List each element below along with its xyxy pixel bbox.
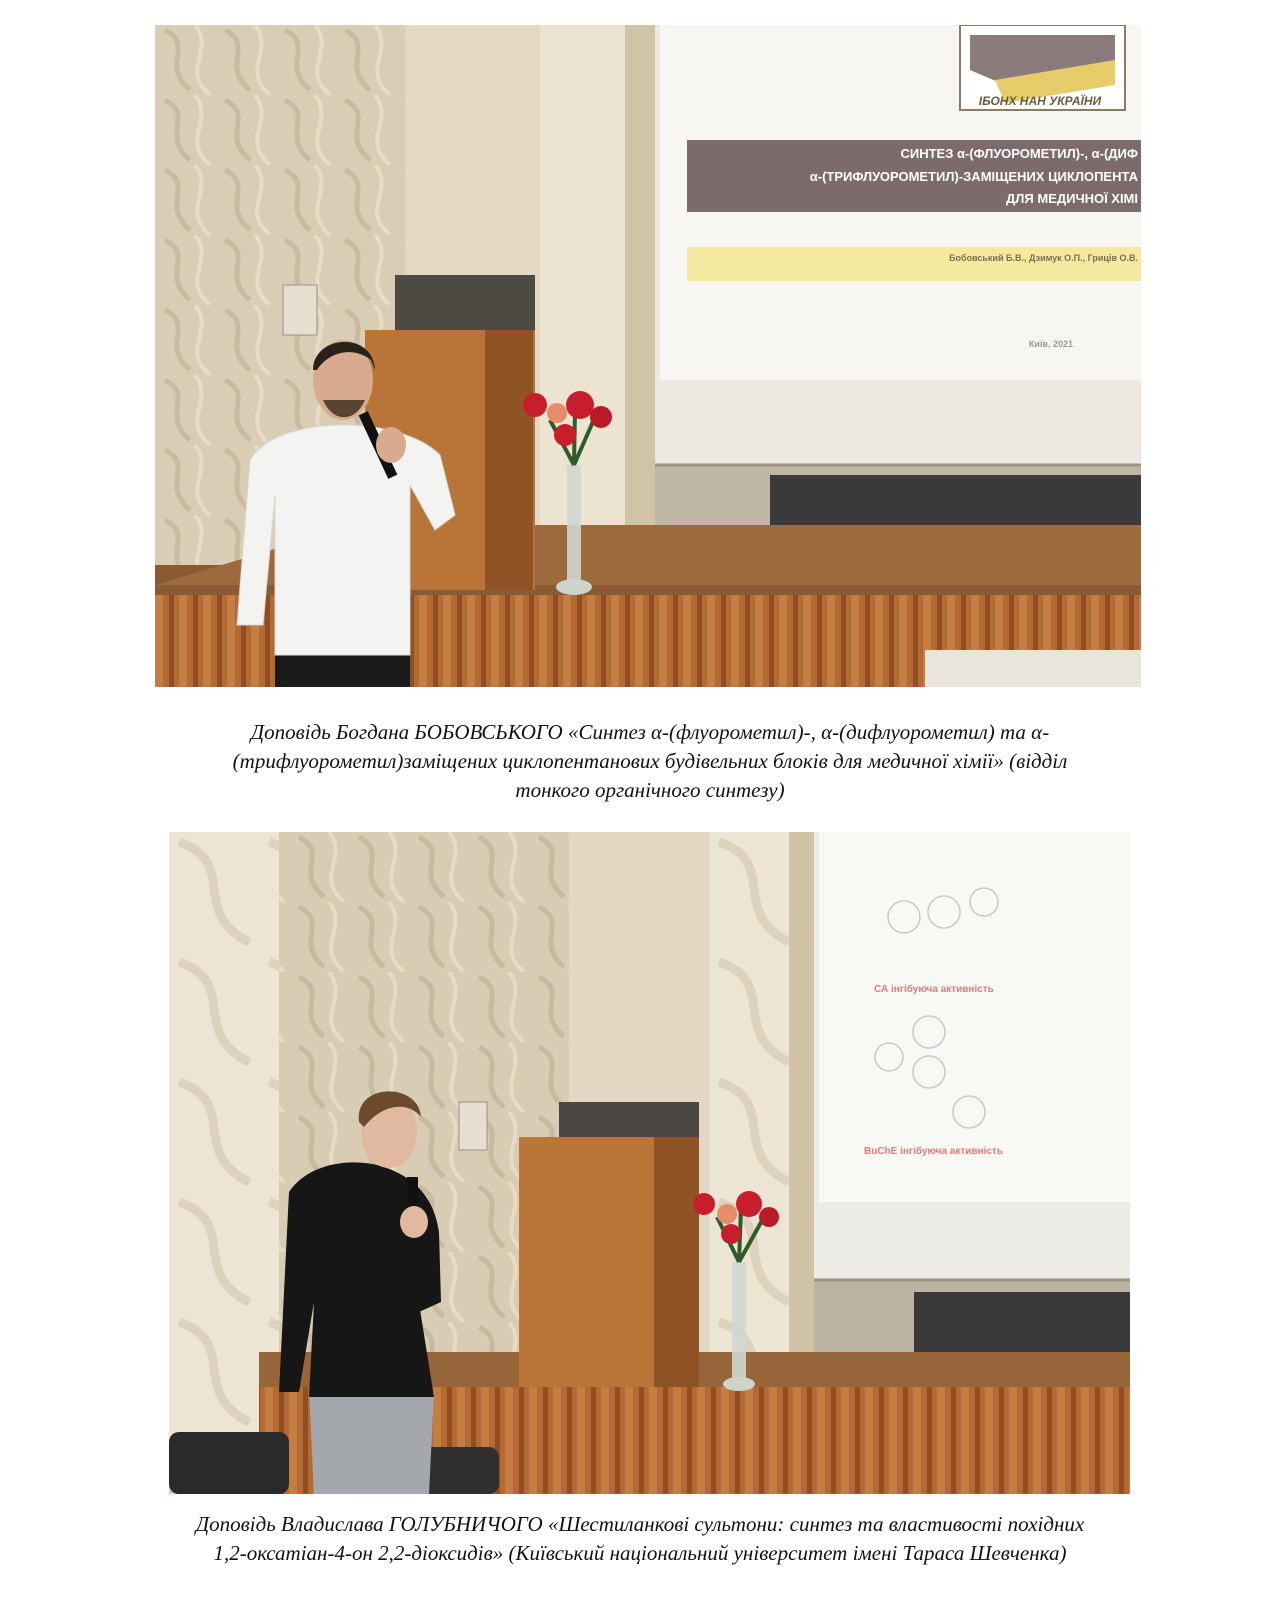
caption-line: Доповідь Богдана БОБОВСЬКОГО «Синтез α-(флуорометил)-, α-(дифлуорометил) та α-	[250, 720, 1050, 744]
slide-title-line-3: ДЛЯ МЕДИЧНОЇ ХІМІ	[1006, 191, 1138, 206]
pillar	[540, 25, 632, 555]
caption-line: Доповідь Владислава ГОЛУБНИЧОГО «Шестиланкові сультони: синтез та властивості похідних	[195, 1512, 1085, 1536]
rose	[554, 424, 576, 446]
rose	[717, 1204, 737, 1224]
slide-city-year: Київ, 2021	[1028, 339, 1073, 349]
rose	[547, 403, 567, 423]
slide-label-ca: СА інгібуюча активність	[874, 984, 994, 995]
rose	[693, 1193, 715, 1215]
logo-text: ІБОНХ НАН УКРАЇНИ	[978, 94, 1102, 108]
rose	[736, 1191, 762, 1217]
caption-holubnychyi	[110, 1510, 1170, 1568]
slide-title-line-2: α-(ТРИФЛУОРОМЕТИЛ)-ЗАМІЩЕНИХ ЦИКЛОПЕНТА	[809, 169, 1138, 184]
photo-presentation-holubnychyi	[169, 832, 1130, 1494]
caption-line: 1,2-оксатіан-4-он 2,2-діоксидів» (Київський національний університет імені Тараса Шевченка)	[213, 1541, 1067, 1565]
rose	[721, 1224, 741, 1244]
caption-line: (трифлуорометил)заміщених циклопентанових будівельних блоків для медичної хімії» (відділ	[232, 749, 1068, 773]
rose	[759, 1207, 779, 1227]
photo-2-scene	[169, 832, 1130, 1494]
rose	[523, 393, 547, 417]
slide-label-bche: BuChE інгібуюча активність	[864, 1146, 1003, 1157]
rose	[590, 406, 612, 428]
slide-authors: Бобовський Б.В., Дзимук О.П., Гриців О.В.	[949, 253, 1138, 263]
caption-bobovskyi	[150, 718, 1150, 805]
photo-presentation-bobovskyi	[155, 25, 1141, 687]
photo-1-scene	[155, 25, 1141, 687]
caption-line: тонкого органічного синтезу)	[515, 778, 785, 802]
slide-title-line-1: СИНТЕЗ α-(ФЛУОРОМЕТИЛ)-, α-(ДИФ	[900, 146, 1138, 161]
audience-seat	[169, 1432, 289, 1494]
pillar	[709, 832, 794, 1372]
rose	[566, 391, 594, 419]
